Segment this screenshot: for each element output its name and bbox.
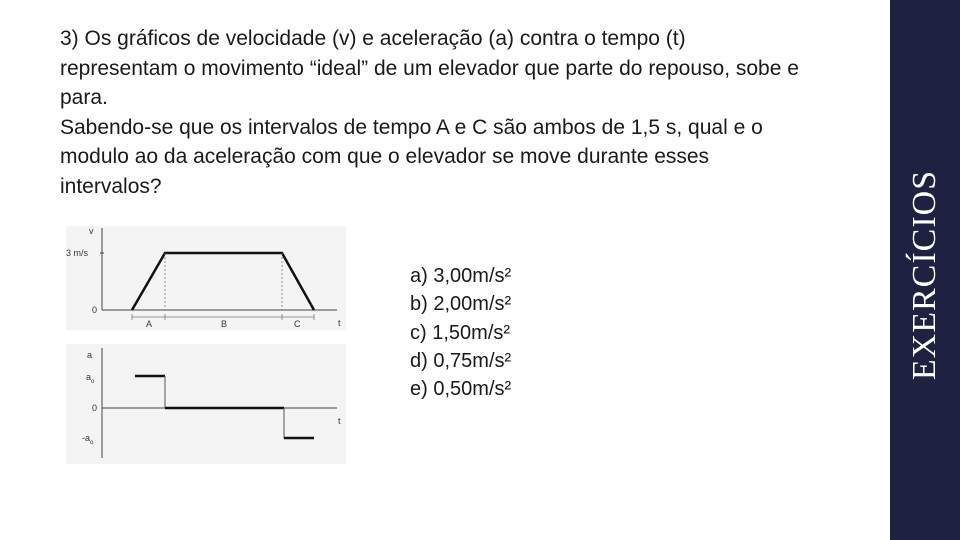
- option-value: 0,75m/s²: [433, 349, 512, 372]
- section-title: EXERCÍCIOS: [906, 169, 943, 381]
- interval-c-label: C: [294, 319, 301, 329]
- v-graph-scan-shade: [66, 226, 346, 330]
- v-tick-label: 3 m/s: [66, 248, 89, 258]
- a-graph-scan-shade: [66, 344, 346, 464]
- v-zero-label: 0: [92, 305, 98, 315]
- a-pos-tick-label: $a_o$: [86, 372, 95, 385]
- interval-b-label: B: [221, 319, 228, 329]
- interval-a-label: A: [146, 319, 153, 329]
- motion-graphs-figure: [62, 218, 354, 468]
- option-c[interactable]: [410, 319, 511, 347]
- option-d[interactable]: [410, 347, 511, 375]
- option-e[interactable]: [410, 375, 511, 403]
- a-axis-label: a: [87, 350, 93, 360]
- v-axis-label: v: [89, 226, 94, 236]
- option-b[interactable]: [410, 290, 511, 318]
- option-value: 0,50m/s²: [433, 378, 512, 401]
- option-letter: e): [410, 378, 428, 401]
- side-title-wrapper: [890, 0, 960, 540]
- option-letter: d): [410, 349, 428, 372]
- side-panel: [890, 0, 960, 540]
- option-letter: a): [410, 265, 428, 287]
- option-letter: c): [410, 321, 427, 344]
- a-zero-label: 0: [92, 403, 98, 413]
- question-prompt: Sabendo-se que os intervalos de tempo A e C são ambos de 1,5 s, qual e o modulo ao da aceleração com que o elevador se move durante esses intervalos?: [60, 115, 763, 198]
- graphs-svg: [62, 218, 354, 468]
- option-a[interactable]: [410, 262, 511, 290]
- a-time-label: t: [338, 416, 341, 426]
- option-value: 3,00m/s²: [433, 265, 512, 287]
- v-time-label: t: [338, 318, 341, 328]
- answer-options: [410, 262, 511, 403]
- question-text: [60, 24, 800, 201]
- option-value: 2,00m/s²: [433, 293, 512, 316]
- option-letter: b): [410, 293, 428, 316]
- a-neg-tick-label: $-a_o$: [82, 433, 94, 446]
- question-statement: 3) Os gráficos de velocidade (v) e aceleração (a) contra o tempo (t) representam o movimento “ideal” de um elevador que parte do repouso, sobe e para.: [60, 27, 799, 109]
- option-value: 1,50m/s²: [432, 321, 511, 344]
